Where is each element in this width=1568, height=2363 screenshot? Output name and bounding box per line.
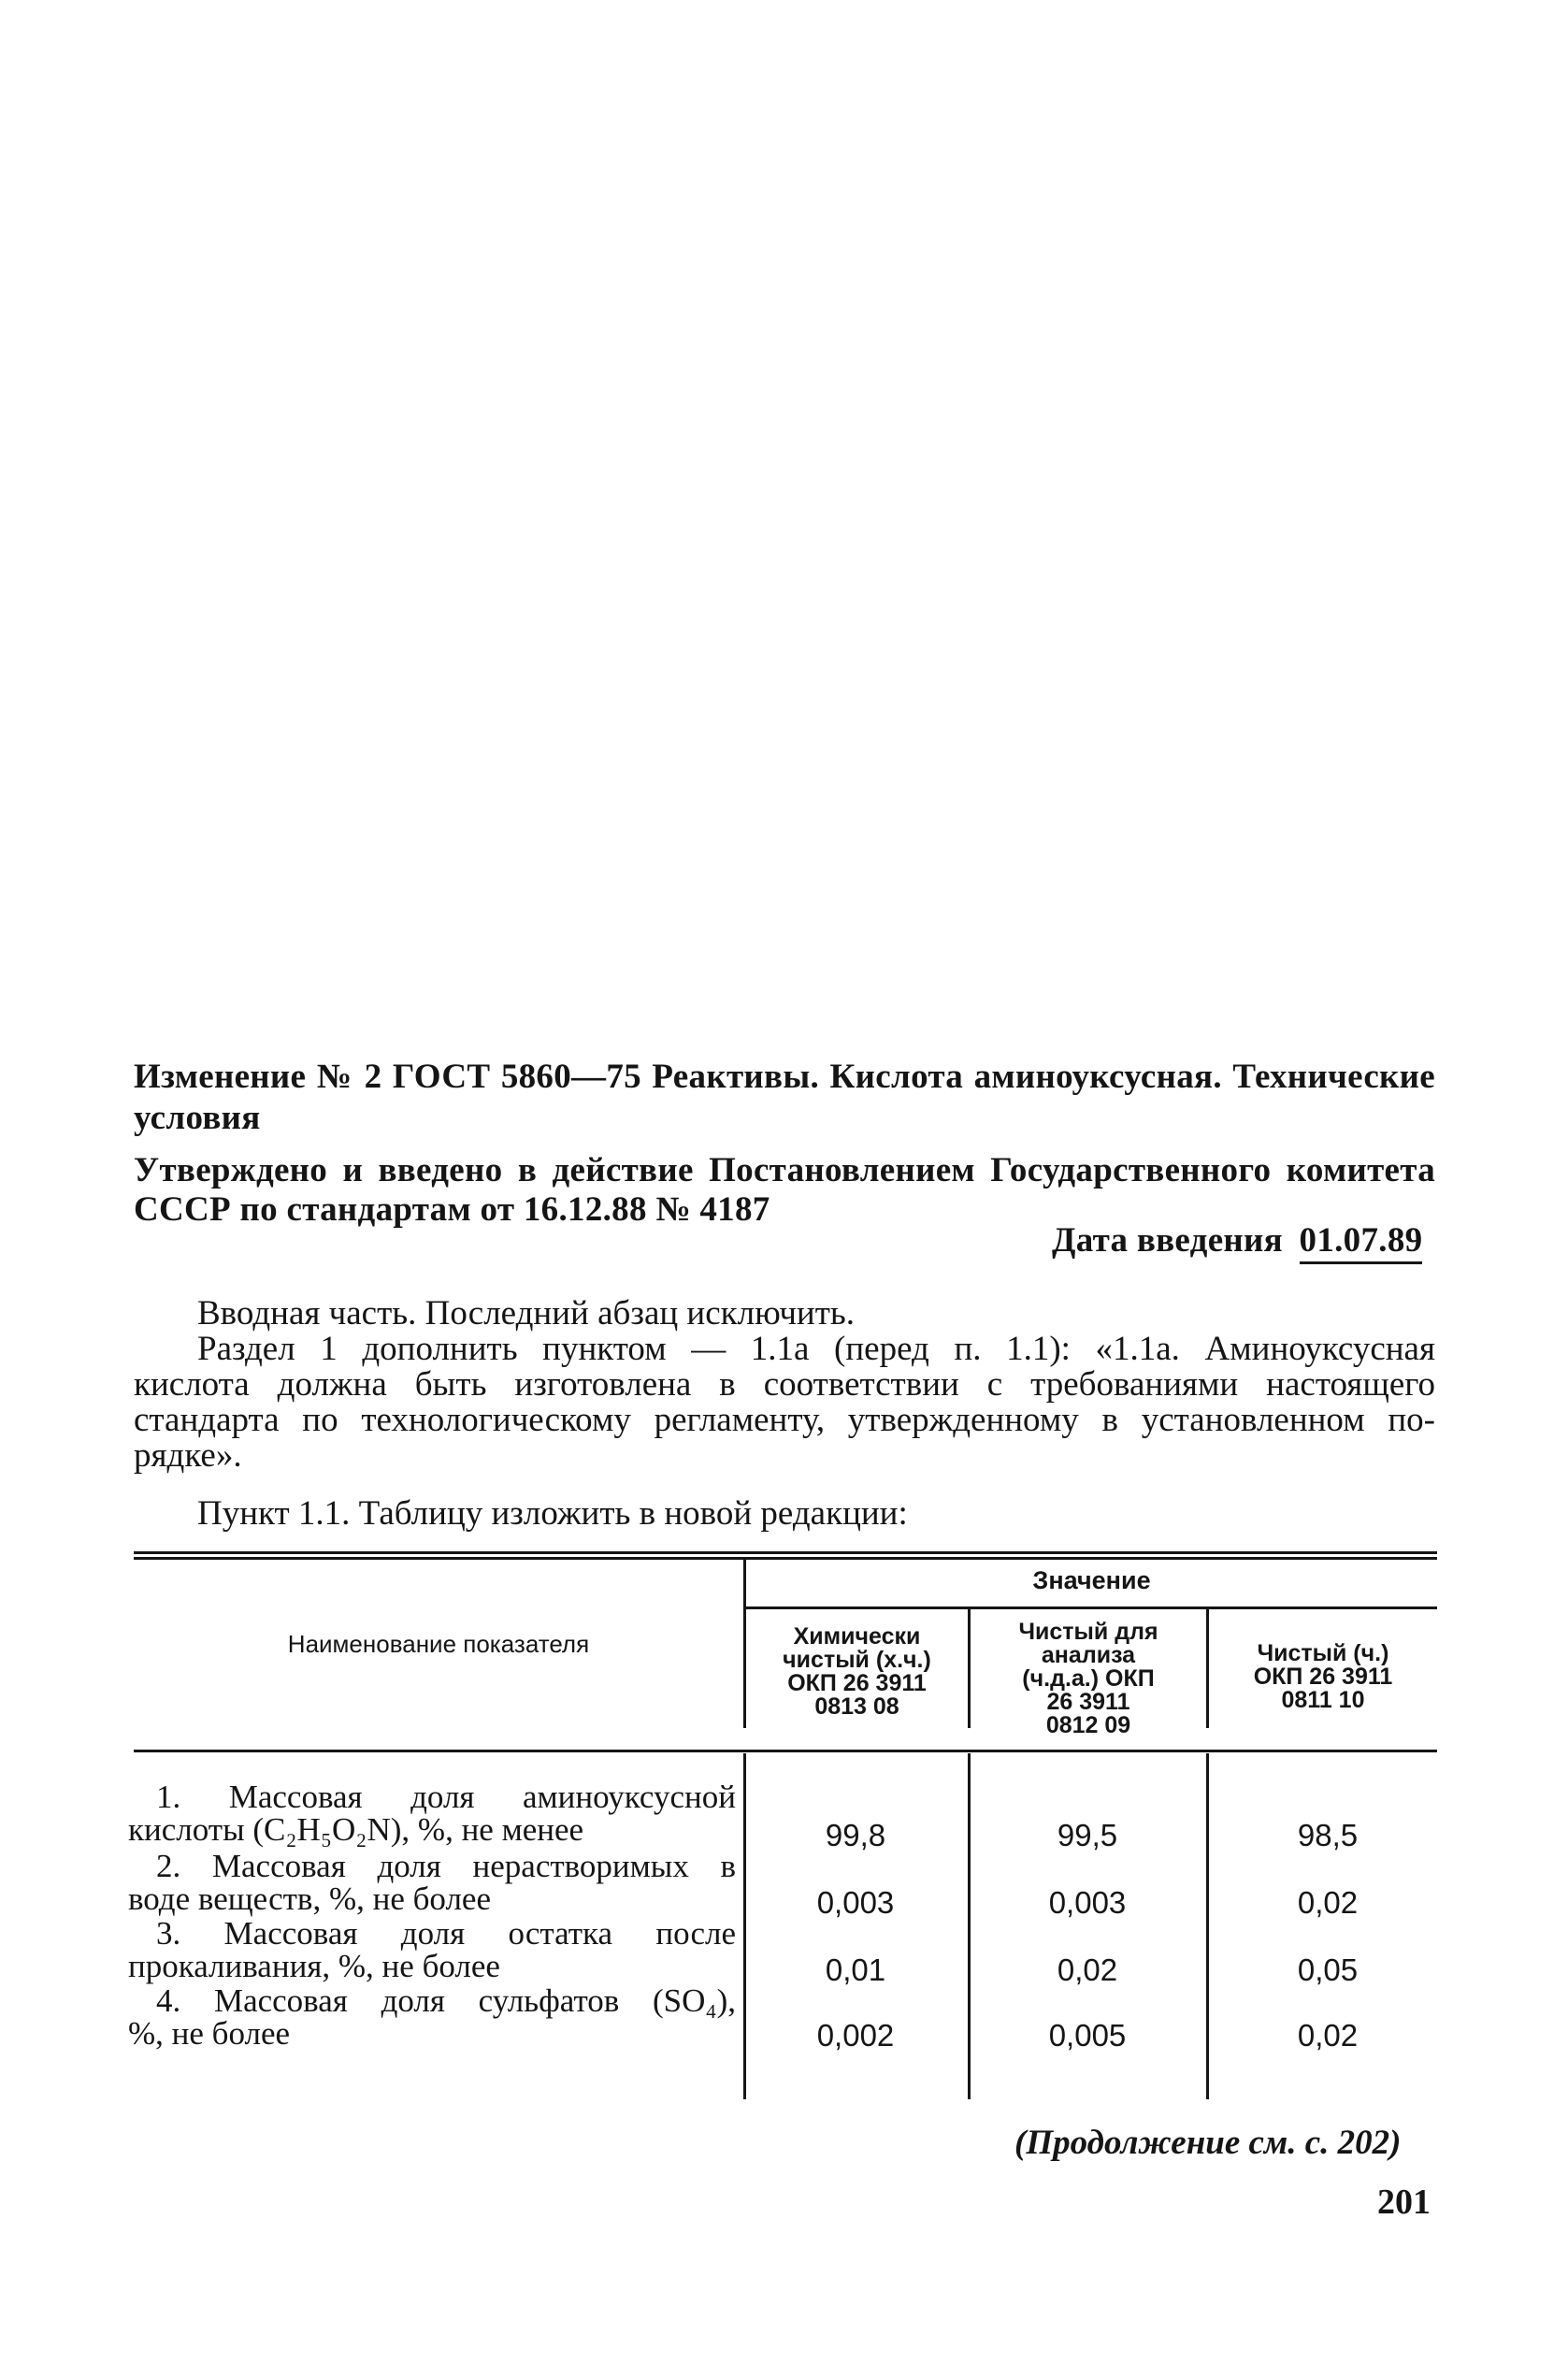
table-header-col-3 xyxy=(1209,1642,1437,1712)
table-row-2-value-3: 0,02 xyxy=(1297,1885,1359,1920)
col-1-line-4: 0813 08 xyxy=(814,1693,899,1720)
effective-date xyxy=(1052,1220,1422,1261)
row-1-name-line-2: кислоты (C₂H₅O₂N), %, не менее xyxy=(128,1811,584,1848)
table-row-1-value-2: 99,5 xyxy=(1057,1818,1118,1852)
table-row-1-value-3: 98,5 xyxy=(1297,1818,1359,1852)
continuation-note: (Продолжение см. с. 202) xyxy=(1014,2124,1402,2162)
table-header-group: Значение xyxy=(1032,1566,1151,1594)
col-2-line-5: 0812 09 xyxy=(1045,1712,1131,1738)
row-3-name-line-2: прокаливания, %, не более xyxy=(128,1948,500,1984)
paragraph-section-line-3: стандарта по технологическому регламенту, утвержденному в установленном по- xyxy=(134,1401,1435,1439)
table-row-4-name xyxy=(128,1984,736,2050)
row-2-name-line-2: воде веществ, %, не более xyxy=(128,1880,491,1917)
table-row-3-value-1: 0,01 xyxy=(825,1952,886,1987)
table-row-1-value-1: 99,8 xyxy=(825,1818,886,1852)
table-header-col-2 xyxy=(971,1621,1206,1737)
document-title-line-2: условия xyxy=(134,1099,261,1137)
row-1-name-line-1: 1. Массовая доля аминоуксусной xyxy=(156,1779,736,1815)
row-4-name-line-1: 4. Массовая доля сульфатов (SO₄), xyxy=(156,1982,736,2019)
table-divider-col-2-body xyxy=(1206,1753,1209,2099)
col-3-line-1: Чистый (ч.) xyxy=(1257,1640,1389,1666)
table-row-3-value-3: 0,05 xyxy=(1297,1952,1359,1987)
approval-line-1: Утверждено и введено в действие Постановлением Государственного комитета xyxy=(134,1151,1435,1189)
paragraph-section-line-4: рядке». xyxy=(134,1436,242,1475)
col-3-line-3: 0811 10 xyxy=(1281,1687,1365,1713)
table-header-bottom-rule xyxy=(134,1750,1437,1752)
table-divider-col-1-body xyxy=(968,1753,971,2099)
effective-date-value: 01.07.89 xyxy=(1300,1221,1423,1264)
table-header-name: Наименование показателя xyxy=(287,1630,590,1658)
table-row-3-name xyxy=(128,1917,736,1982)
col-2-line-4: 26 3911 xyxy=(1046,1689,1130,1715)
document-title-line-1: Изменение № 2 ГОСТ 5860—75 Реактивы. Кислота аминоуксусная. Технические xyxy=(134,1058,1435,1096)
col-2-line-2: анализа xyxy=(1041,1642,1136,1668)
table-row-2-name xyxy=(128,1850,736,1915)
col-1-line-2: чистый (х.ч.) xyxy=(783,1647,931,1673)
paragraph-section-line-2: кислота должна быть изготовлена в соответствии с требованиями настоящего xyxy=(134,1365,1435,1404)
table-row-4-value-1: 0,002 xyxy=(816,2018,895,2053)
table-header-group-rule xyxy=(746,1607,1437,1609)
paragraph-table-intro: Пункт 1.1. Таблицу изложить в новой редакции: xyxy=(197,1494,908,1533)
table-row-3-value-2: 0,02 xyxy=(1057,1952,1118,1987)
col-3-line-2: ОКП 26 3911 xyxy=(1253,1664,1393,1690)
table-row-2-value-1: 0,003 xyxy=(816,1885,895,1920)
col-1-line-3: ОКП 26 3911 xyxy=(787,1670,927,1696)
page-number: 201 xyxy=(1377,2183,1431,2222)
row-4-name-line-2: %, не более xyxy=(128,2015,291,2052)
table-top-rule xyxy=(134,1551,1437,1554)
col-2-line-1: Чистый для xyxy=(1018,1619,1158,1645)
approval-line-2: СССР по стандартам от 16.12.88 № 4187 xyxy=(134,1190,770,1229)
row-2-name-line-1: 2. Массовая доля нерастворимых в xyxy=(156,1848,736,1884)
table-row-1-name xyxy=(128,1780,736,1846)
table-divider-name-body xyxy=(743,1753,746,2099)
row-3-name-line-1: 3. Массовая доля остатка после xyxy=(156,1915,736,1952)
paragraph-section-line-1: Раздел 1 дополнить пунктом — 1.1а (перед п. 1.1): «1.1а. Аминоуксусная xyxy=(197,1330,1435,1368)
table-row-4-value-2: 0,005 xyxy=(1048,2018,1127,2053)
col-1-line-1: Химически xyxy=(793,1623,921,1650)
paragraph-intro: Вводная часть. Последний абзац исключить. xyxy=(197,1294,856,1333)
table-header-col-1 xyxy=(746,1625,968,1719)
table-row-4-value-3: 0,02 xyxy=(1297,2018,1359,2053)
col-2-line-3: (ч.д.а.) ОКП xyxy=(1022,1665,1155,1692)
table-row-2-value-2: 0,003 xyxy=(1048,1885,1127,1920)
effective-date-label: Дата введения xyxy=(1052,1221,1283,1260)
